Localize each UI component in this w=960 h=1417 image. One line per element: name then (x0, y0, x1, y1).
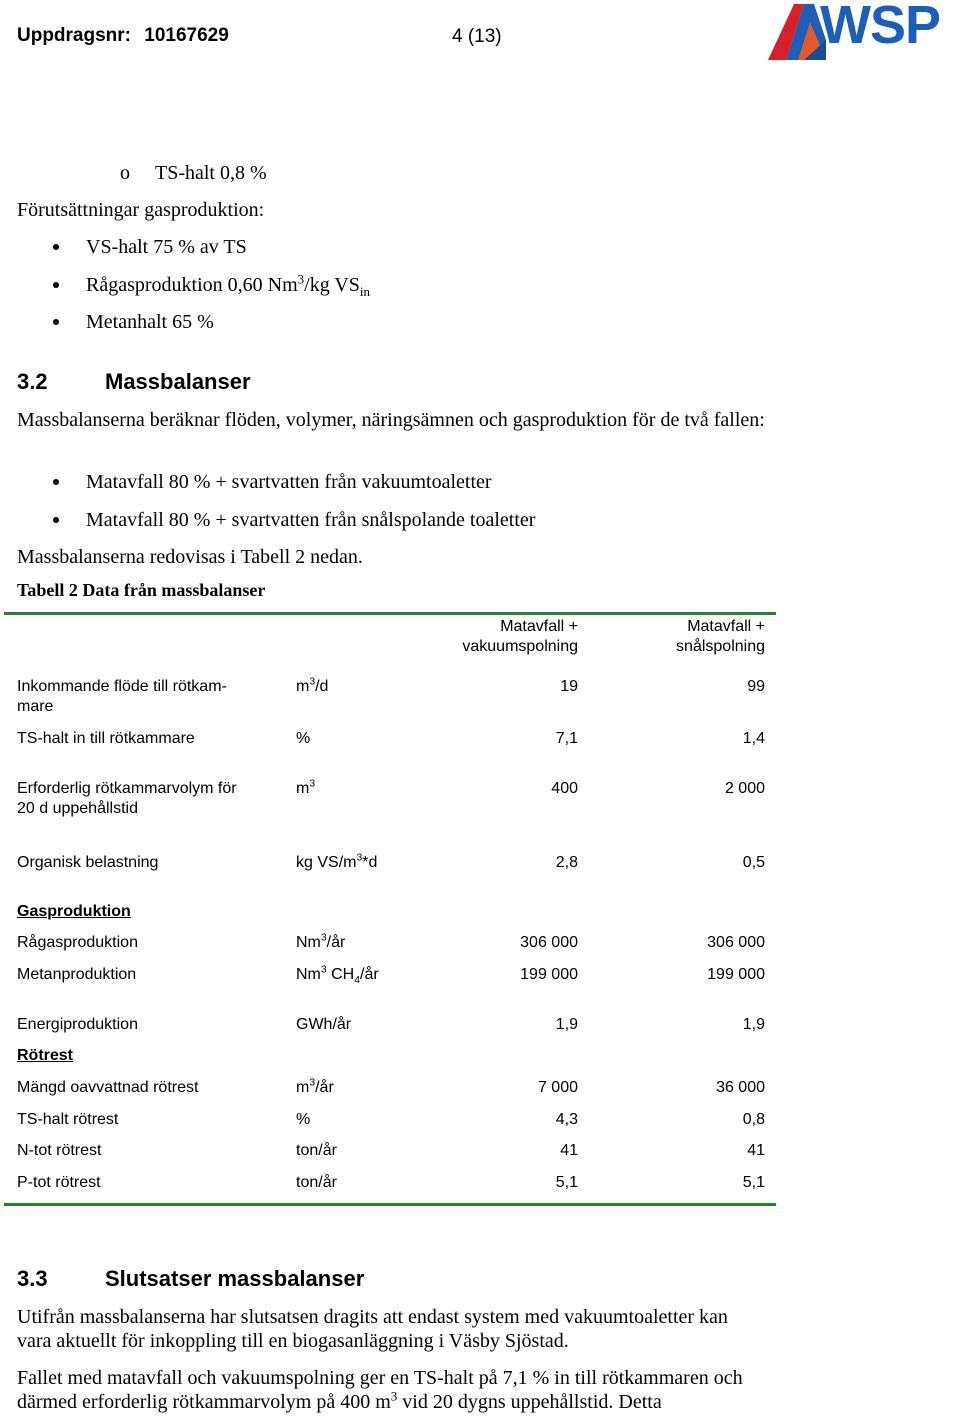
gas-bullet-raw-gas: Rågasproduktion 0,60 Nm$^3$/kg $VS_{in}$ (86, 271, 371, 299)
case-bullet-vacuum: Matavfall 80 % + svartvatten från vakuumtoaletter (86, 471, 492, 493)
case-bullet-lowflush: Matavfall 80 % + svartvatten från snålspolande toaletter (86, 509, 536, 531)
table-col-header-lowflush: Matavfall + snålspolning (676, 618, 765, 655)
sub-bullet-marker: o (120, 162, 130, 184)
table-bottom-rule (4, 1203, 776, 1206)
table-row-label: TS-halt rötrest (17, 1111, 119, 1128)
table-cell-vacuum: 19 (560, 678, 578, 695)
table-cell-vacuum: 4,3 (555, 1111, 578, 1128)
gas-bullet-methane: Metanhalt 65 % (86, 311, 214, 333)
table-row-label: Rågasproduktion (17, 934, 138, 951)
table-row-label: Inkommande flöde till rötkam- mare (17, 678, 227, 715)
table-row-label: TS-halt in till rötkammare (17, 730, 195, 747)
table-caption: Tabell 2 Data från massbalanser (17, 580, 266, 600)
table-row-unit: $m^3$ (296, 778, 316, 797)
table-cell-vacuum: 199 000 (520, 966, 578, 983)
table-cell-vacuum: 400 (551, 780, 578, 797)
table-row-label: Energiproduktion (17, 1016, 138, 1033)
table-cell-lowflush: 41 (747, 1142, 765, 1159)
table-reference-text: Massbalanserna redovisas i Tabell 2 nedan. (17, 546, 363, 568)
table-row-label: Metanproduktion (17, 966, 137, 983)
wsp-logo (764, 0, 960, 64)
table-cell-vacuum: 41 (560, 1142, 578, 1159)
table-cell-vacuum: 5,1 (555, 1174, 578, 1191)
bullet-dot (53, 282, 59, 288)
table-row-unit: GWh/år (296, 1016, 352, 1033)
section-title: Massbalanser (105, 369, 251, 394)
wsp-logo-text: WSP (820, 0, 941, 55)
table-row-unit: $m^3/d$ (296, 676, 329, 695)
bullet-dot (53, 479, 59, 485)
section-title: Slutsatser massbalanser (105, 1266, 365, 1291)
table-group-heading-digestate: Rötrest (17, 1047, 74, 1064)
table-cell-vacuum: 7 000 (537, 1079, 578, 1096)
gas-intro: Förutsättningar gasproduktion: (17, 199, 265, 221)
table-cell-lowflush: 1,4 (742, 730, 765, 747)
bullet-dot (53, 517, 59, 523)
section-heading-3-3 (17, 1266, 364, 1292)
table-cell-lowflush: 306 000 (707, 934, 765, 951)
sub-item-ts: TS-halt 0,8 % (155, 162, 267, 184)
table-group-heading-gas: Gasproduktion (17, 903, 131, 920)
bullet-dot (53, 319, 59, 325)
section-number: 3.3 (17, 1266, 48, 1291)
table-row-unit: kg $VS/m^3*d$ (296, 852, 378, 871)
table-cell-lowflush: 2 000 (724, 780, 765, 797)
section-3-3-paragraph-2: Fallet med matavfall och vakuumspolning ger en TS-halt på 7,1 % in till rötkammaren och därmed erforderlig rötkammarvolym på 400 $m^3$ vid 20 dygns uppehållstid. Detta (17, 1367, 743, 1413)
table-row-label: Erforderlig rötkammarvolym för 20 d uppehållstid (17, 780, 237, 817)
table-row-label: P-tot rötrest (17, 1174, 101, 1191)
page-header (17, 25, 229, 47)
bullet-dot (53, 244, 59, 250)
table-top-rule (4, 612, 776, 615)
section-3-2-paragraph: Massbalanserna beräknar flöden, volymer, näringsämnen och gasproduktion för de två fallen: (17, 409, 765, 431)
table-cell-vacuum: 2,8 (555, 854, 578, 871)
table-cell-lowflush: 0,8 (742, 1111, 765, 1128)
order-label: Uppdragsnr: (17, 25, 131, 46)
table-cell-vacuum: 1,9 (555, 1016, 578, 1033)
gas-bullet-vs: VS-halt 75 % av TS (86, 236, 247, 258)
table-cell-lowflush: 36 000 (716, 1079, 765, 1096)
table-row-unit: % (296, 1111, 311, 1128)
table-row-unit: $m^3/år$ (296, 1077, 334, 1096)
table-cell-vacuum: 306 000 (520, 934, 578, 951)
order-number: 10167629 (144, 25, 229, 46)
table-cell-vacuum: 7,1 (555, 730, 578, 747)
table-row-label: N-tot rötrest (17, 1142, 102, 1159)
table-row-unit: Nm$^3$ $CH_4/år$ (296, 964, 379, 987)
table-row-unit: ton/år (296, 1174, 337, 1191)
table-cell-lowflush: 0,5 (742, 854, 765, 871)
table-cell-lowflush: 199 000 (707, 966, 765, 983)
table-row-unit: Nm$^3$/år (296, 932, 346, 951)
section-number: 3.2 (17, 369, 48, 394)
table-row-label: Mängd oavvattnad rötrest (17, 1079, 199, 1096)
section-heading-3-2 (17, 369, 251, 395)
table-cell-lowflush: 5,1 (742, 1174, 765, 1191)
table-col-header-vacuum: Matavfall + vakuumspolning (462, 618, 578, 655)
table-row-unit: ton/år (296, 1142, 337, 1159)
table-row-label: Organisk belastning (17, 854, 159, 871)
table-cell-lowflush: 1,9 (742, 1016, 765, 1033)
page-number: 4 (13) (452, 26, 502, 47)
section-3-3-paragraph-1: Utifrån massbalanserna har slutsatsen dragits att endast system med vakuumtoaletter kan vara aktuellt för inkoppling till en biogasanläggning i Väsby Sjöstad. (17, 1306, 728, 1352)
table-cell-lowflush: 99 (747, 678, 765, 695)
table-row-unit: % (296, 730, 311, 747)
